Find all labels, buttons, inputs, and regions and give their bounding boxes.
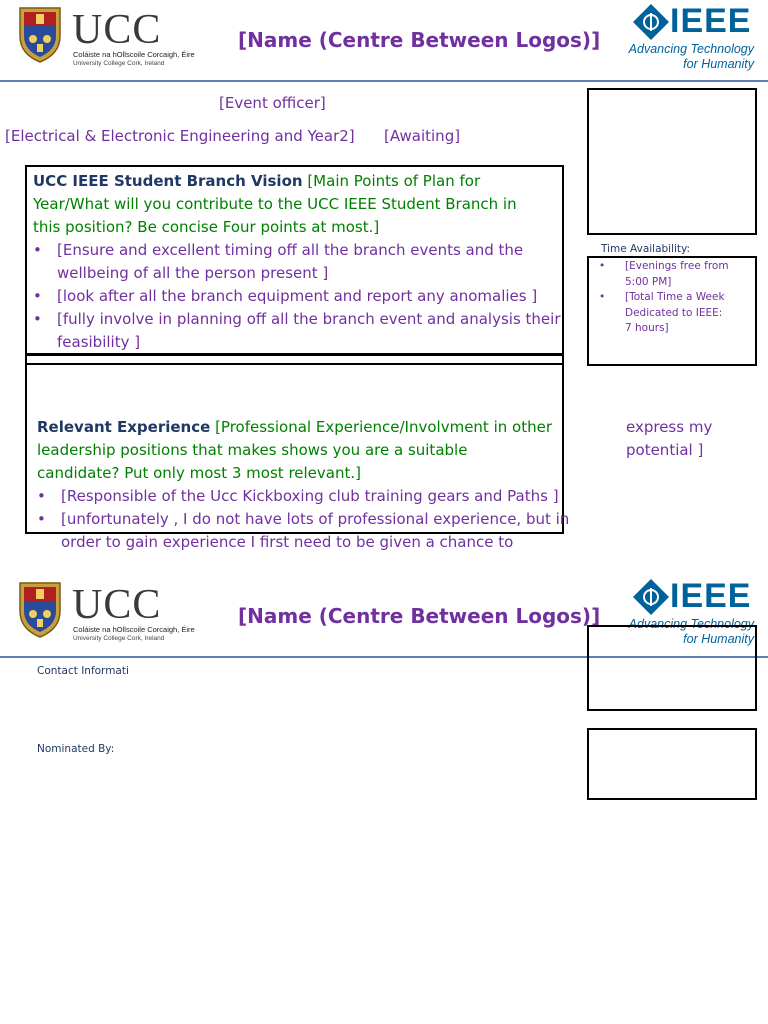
experience-overflow-text: express my potential ] — [626, 418, 713, 459]
vision-prompt-line3: this position? Be concise Four points at most.] — [33, 218, 380, 236]
experience-prompt-line2: leadership positions that makes shows you are a suitable — [37, 441, 468, 459]
availability-label: Time Availability: — [601, 243, 691, 255]
photo-box — [587, 88, 757, 235]
experience-point: • [unfortunately , I do not have lots of professional experience, but in order to gain experience I first need to be given a chance to — [37, 508, 567, 554]
contact-box — [587, 625, 757, 711]
nominated-label: Nominated By: — [37, 743, 115, 755]
nominated-box — [587, 728, 757, 800]
ieee-diamond-icon — [632, 3, 670, 41]
experience-point: • [Responsible of the Ucc Kickboxing club training gears and Paths ] — [37, 485, 567, 508]
ucc-crest-icon — [16, 581, 64, 639]
vision-prompt-line1 — [33, 170, 558, 193]
experience-prompt: [Professional Experience/Involvment in other — [210, 418, 552, 436]
availability-item: • [Evenings free from 5:00 PM] — [597, 259, 755, 290]
ucc-subtitle-irish: Coláiste na hOllscoile Corcaigh, Éire — [73, 50, 195, 59]
ucc-logo-repeat — [16, 581, 201, 645]
vision-prompt-line2: Year/What will you contribute to the UCC IEEE Student Branch in — [33, 195, 517, 213]
ieee-tagline-line1: Advancing Technology — [628, 42, 754, 56]
ucc-wordmark: UCC — [72, 7, 162, 53]
ieee-tagline-line2: for Humanity — [683, 57, 754, 71]
ieee-tagline-line1: Advancing Technology — [628, 617, 754, 631]
name-title: [Name (Centre Between Logos)] — [238, 28, 601, 52]
experience-content — [37, 416, 570, 554]
vision-point: • [look after all the branch equipment and report any anomalies ] — [33, 285, 558, 308]
ucc-wordmark: UCC — [72, 582, 162, 628]
vision-heading: UCC IEEE Student Branch Vision — [33, 172, 303, 190]
header-divider — [0, 80, 768, 82]
contact-label: Contact Informati — [37, 665, 129, 677]
experience-heading: Relevant Experience — [37, 418, 211, 436]
status-field: [Awaiting] — [384, 127, 461, 145]
position-field: [Event officer] — [219, 94, 326, 112]
name-title-repeat: [Name (Centre Between Logos)] — [238, 604, 601, 628]
ucc-subtitle-english: University College Cork, Ireland — [73, 635, 165, 642]
vision-content — [33, 170, 561, 354]
experience-prompt-line1 — [37, 416, 567, 439]
ucc-logo — [16, 6, 201, 70]
availability-list — [597, 259, 755, 337]
department-year-field: [Electrical & Electronic Engineering and Year2] — [5, 127, 355, 145]
vision-prompt: [Main Points of Plan for — [302, 172, 481, 190]
availability-item: • [Total Time a Week Dedicated to IEEE: 7 hours] — [597, 290, 755, 337]
ucc-crest-icon — [16, 6, 64, 64]
ieee-wordmark: IEEE — [670, 2, 752, 40]
experience-inner-divider — [25, 363, 564, 365]
ucc-subtitle-english: University College Cork, Ireland — [73, 60, 165, 67]
vision-point: • [fully involve in planning off all the branch event and analysis their feasibility ] — [33, 308, 558, 354]
ieee-diamond-icon — [632, 578, 670, 616]
experience-prompt-line3: candidate? Put only most 3 most relevant.] — [37, 464, 361, 482]
vision-point: • [Ensure and excellent timing off all the branch events and the wellbeing of all the person present ] — [33, 239, 558, 285]
ieee-logo — [630, 2, 760, 74]
vision-points — [33, 239, 561, 354]
ucc-subtitle-irish: Coláiste na hOllscoile Corcaigh, Éire — [73, 625, 195, 634]
experience-points — [37, 485, 570, 554]
ieee-wordmark: IEEE — [670, 577, 752, 615]
ieee-tagline-line2: for Humanity — [683, 632, 754, 646]
